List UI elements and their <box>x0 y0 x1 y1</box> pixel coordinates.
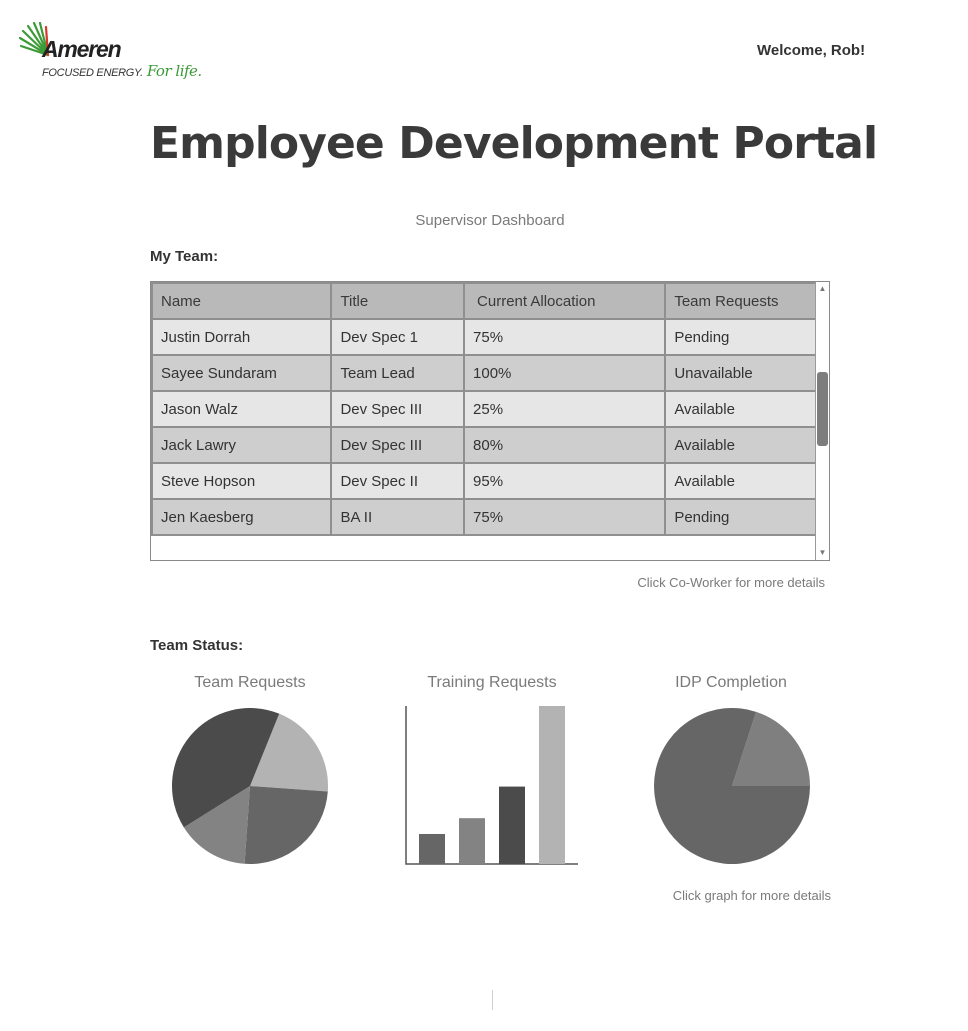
page-subtitle: Supervisor Dashboard <box>415 212 565 229</box>
bar[interactable] <box>459 818 485 864</box>
pie-slice[interactable] <box>245 786 328 864</box>
cell-title[interactable]: Dev Spec 1 <box>331 319 464 355</box>
chart-title-idp-completion: IDP Completion <box>675 674 787 691</box>
logo-tagline-text: FOCUSED ENERGY. <box>42 67 143 79</box>
team-table <box>150 281 830 561</box>
team-table-grid <box>151 282 817 536</box>
my-team-label: My Team: <box>150 248 219 265</box>
cell-requests[interactable]: Pending <box>665 499 816 535</box>
cell-name[interactable]: Justin Dorrah <box>152 319 331 355</box>
company-logo <box>18 22 202 82</box>
table-row[interactable] <box>152 463 816 499</box>
cell-requests[interactable]: Pending <box>665 319 816 355</box>
bar[interactable] <box>499 787 525 864</box>
coworker-hint: Click Co-Worker for more details <box>637 575 825 590</box>
cell-name[interactable]: Jack Lawry <box>152 427 331 463</box>
column-header-requests[interactable]: Team Requests <box>665 283 816 319</box>
cell-requests[interactable]: Unavailable <box>665 355 816 391</box>
cell-allocation[interactable]: 95% <box>464 463 665 499</box>
welcome-message: Welcome, Rob! <box>757 42 866 59</box>
column-header-allocation[interactable]: Current Allocation <box>464 283 665 319</box>
chart-title-training-requests: Training Requests <box>427 674 557 691</box>
cell-title[interactable]: Dev Spec III <box>331 391 464 427</box>
column-header-title[interactable]: Title <box>331 283 464 319</box>
table-scrollbar[interactable] <box>815 282 829 560</box>
page-title: Employee Development Portal <box>150 118 878 169</box>
table-row[interactable] <box>152 391 816 427</box>
cell-name[interactable]: Jen Kaesberg <box>152 499 331 535</box>
team-requests-pie-chart[interactable] <box>170 706 330 866</box>
table-row[interactable] <box>152 355 816 391</box>
cell-allocation[interactable]: 100% <box>464 355 665 391</box>
bar[interactable] <box>539 706 565 864</box>
column-header-name[interactable]: Name <box>152 283 331 319</box>
graph-hint: Click graph for more details <box>672 888 831 903</box>
cell-requests[interactable]: Available <box>665 463 816 499</box>
table-row[interactable] <box>152 427 816 463</box>
cell-allocation[interactable]: 75% <box>464 319 665 355</box>
cell-allocation[interactable]: 75% <box>464 499 665 535</box>
cell-title[interactable]: Dev Spec II <box>331 463 464 499</box>
table-row[interactable] <box>152 319 816 355</box>
scroll-thumb[interactable] <box>817 372 828 446</box>
divider <box>492 990 493 1010</box>
cell-title[interactable]: Team Lead <box>331 355 464 391</box>
cell-allocation[interactable]: 25% <box>464 391 665 427</box>
cell-name[interactable]: Sayee Sundaram <box>152 355 331 391</box>
chart-title-team-requests: Team Requests <box>194 674 306 691</box>
cell-name[interactable]: Jason Walz <box>152 391 331 427</box>
logo-tagline <box>42 62 202 80</box>
cell-requests[interactable]: Available <box>665 391 816 427</box>
cell-requests[interactable]: Available <box>665 427 816 463</box>
cell-name[interactable]: Steve Hopson <box>152 463 331 499</box>
training-requests-bar-chart[interactable] <box>400 700 582 870</box>
team-status-label: Team Status: <box>150 637 244 654</box>
bar[interactable] <box>419 834 445 864</box>
logo-brand-text: Ameren <box>42 36 121 62</box>
cell-allocation[interactable]: 80% <box>464 427 665 463</box>
idp-completion-pie-chart[interactable] <box>652 706 812 866</box>
scroll-up-icon[interactable]: ▲ <box>818 284 827 293</box>
logo-tagline-script: For life. <box>146 62 202 80</box>
scroll-down-icon[interactable]: ▼ <box>818 548 827 557</box>
table-row[interactable] <box>152 499 816 535</box>
table-header-row <box>152 283 816 319</box>
cell-title[interactable]: Dev Spec III <box>331 427 464 463</box>
cell-title[interactable]: BA II <box>331 499 464 535</box>
